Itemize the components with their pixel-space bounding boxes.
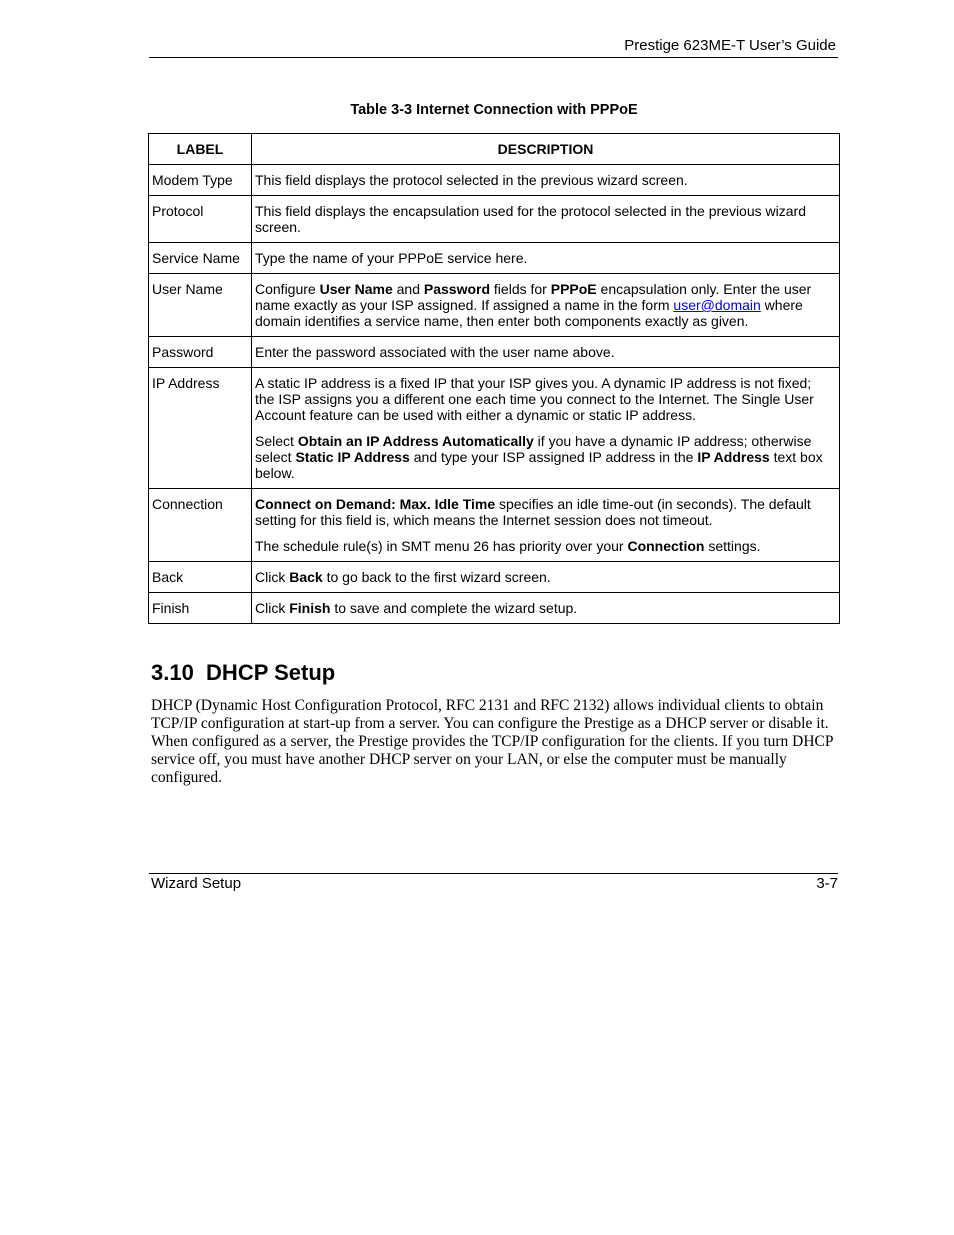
row-description <box>252 593 840 624</box>
table-row <box>149 489 840 562</box>
row-description <box>252 489 840 562</box>
header-divider <box>149 57 838 58</box>
description-text: Click Back to go back to the first wizard screen. <box>255 569 551 585</box>
description-text: Select Obtain an IP Address Automatically if you have a dynamic IP address; otherwise select Static IP Address and type your ISP assigned IP address in the IP Address text box below. <box>255 433 823 481</box>
row-description <box>252 165 840 196</box>
table-row <box>149 337 840 368</box>
column-header-label: LABEL <box>149 134 252 165</box>
description-text: Click Finish to save and complete the wizard setup. <box>255 600 578 616</box>
row-label: Modem Type <box>149 165 252 196</box>
table-row <box>149 274 840 337</box>
table-row <box>149 593 840 624</box>
table-row <box>149 562 840 593</box>
row-label: Connection <box>149 489 252 562</box>
table-header-row <box>149 134 840 165</box>
row-label: Back <box>149 562 252 593</box>
row-description <box>252 368 840 489</box>
description-text: The schedule rule(s) in SMT menu 26 has priority over your Connection settings. <box>255 538 761 554</box>
footer-page-number: 3-7 <box>816 875 838 892</box>
description-text: Type the name of your PPPoE service here. <box>255 250 528 266</box>
row-label: IP Address <box>149 368 252 489</box>
description-text: Configure User Name and Password fields for PPPoE encapsulation only. Enter the user name exactly as your ISP assigned. If assigned a name in the form user@domain where domain identifies a service name, then enter both components exactly as given. <box>255 281 812 329</box>
row-description <box>252 337 840 368</box>
description-text: Enter the password associated with the user name above. <box>255 344 615 360</box>
row-label: Protocol <box>149 196 252 243</box>
row-description <box>252 243 840 274</box>
table-row <box>149 196 840 243</box>
table-row <box>149 243 840 274</box>
row-label: Service Name <box>149 243 252 274</box>
row-label: Password <box>149 337 252 368</box>
section-body-text: DHCP (Dynamic Host Configuration Protocol, RFC 2131 and RFC 2132) allows individual clients to obtain TCP/IP configuration at start-up from a server. You can configure the Prestige as a DHCP server or disable it. When configured as a server, the Prestige provides the TCP/IP configuration for the clients. If you turn DHCP service off, you must have another DHCP server on your LAN, or else the computer must be manually configured. <box>151 697 833 786</box>
row-label: User Name <box>149 274 252 337</box>
section-heading: 3.10 DHCP Setup <box>151 660 336 685</box>
footer-chapter-title: Wizard Setup <box>151 875 242 892</box>
row-description <box>252 562 840 593</box>
row-description <box>252 196 840 243</box>
description-text: This field displays the encapsulation used for the protocol selected in the previous wizard screen. <box>255 203 806 235</box>
user-domain-link[interactable]: user@domain <box>673 297 761 313</box>
column-header-description: DESCRIPTION <box>252 134 840 165</box>
table-row <box>149 165 840 196</box>
footer-divider <box>149 873 838 874</box>
table-row <box>149 368 840 489</box>
row-label: Finish <box>149 593 252 624</box>
description-text: Connect on Demand: Max. Idle Time specifies an idle time-out (in seconds). The default setting for this field is, which means the Internet session does not timeout. <box>255 496 811 528</box>
row-description <box>252 274 840 337</box>
description-text: A static IP address is a fixed IP that your ISP gives you. A dynamic IP address is not fixed; the ISP assigns you a different one each time you connect to the Internet. The Single User Account feature can be used with either a dynamic or static IP address. <box>255 375 814 423</box>
table-caption: Table 3-3 Internet Connection with PPPoE <box>350 102 638 118</box>
pppoe-table <box>148 133 840 624</box>
page-header-title: Prestige 623ME-T User’s Guide <box>624 37 836 54</box>
description-text: This field displays the protocol selected in the previous wizard screen. <box>255 172 688 188</box>
